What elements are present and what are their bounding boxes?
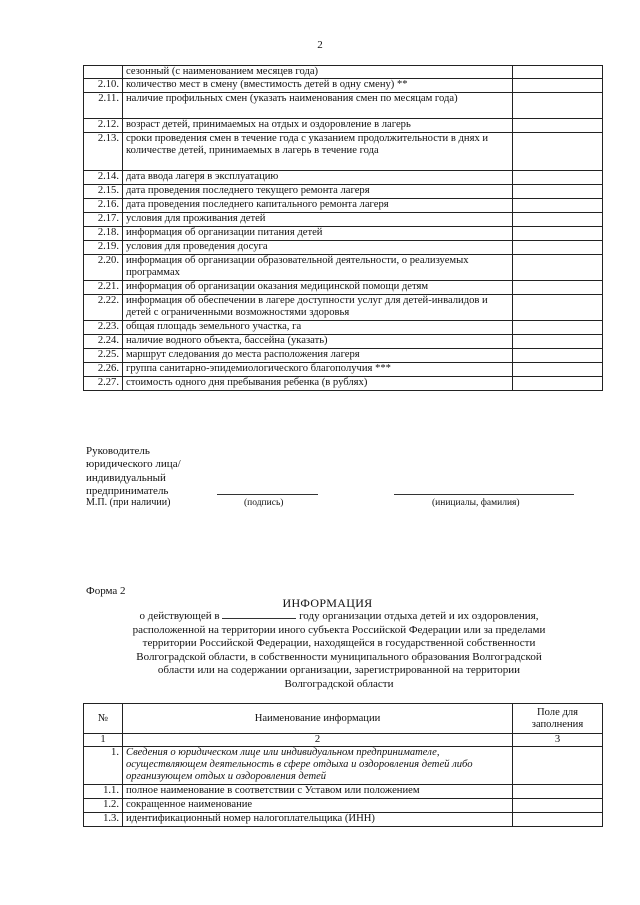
signatory-label-line: Руководитель bbox=[86, 445, 150, 457]
table-row bbox=[84, 321, 603, 335]
value-cell[interactable] bbox=[513, 66, 603, 79]
row-text: условия для проживания детей bbox=[123, 213, 513, 227]
table-row bbox=[84, 349, 603, 363]
stamp-place-label: М.П. (при наличии) bbox=[86, 497, 171, 508]
value-cell[interactable] bbox=[513, 241, 603, 255]
value-cell[interactable] bbox=[513, 799, 603, 813]
row-number: 2.17. bbox=[84, 213, 123, 227]
signature-line[interactable] bbox=[217, 494, 318, 495]
value-cell[interactable] bbox=[513, 255, 603, 281]
table-row bbox=[84, 363, 603, 377]
value-cell[interactable] bbox=[513, 295, 603, 321]
row-number: 2.24. bbox=[84, 335, 123, 349]
row-text: полное наименование в соответствии с Уставом или положением bbox=[123, 785, 513, 799]
name-caption: (инициалы, фамилия) bbox=[432, 498, 520, 508]
value-cell[interactable] bbox=[513, 119, 603, 133]
row-number: 2.15. bbox=[84, 185, 123, 199]
form-description bbox=[82, 609, 596, 692]
row-number: 1.3. bbox=[84, 813, 123, 827]
table-row bbox=[84, 119, 603, 133]
description-line: области или на содержании организации, зарегистрированной на территории bbox=[157, 664, 521, 677]
value-cell[interactable] bbox=[513, 363, 603, 377]
table-row bbox=[84, 295, 603, 321]
table-row bbox=[84, 281, 603, 295]
description-line bbox=[82, 609, 596, 624]
table-row bbox=[84, 185, 603, 199]
organization-info-table bbox=[83, 703, 603, 827]
table-row bbox=[84, 93, 603, 119]
description-line: Волгоградской области bbox=[284, 677, 394, 690]
value-cell[interactable] bbox=[513, 747, 603, 785]
row-number: 2.12. bbox=[84, 119, 123, 133]
row-number: 2.23. bbox=[84, 321, 123, 335]
header-field-line: заполнения bbox=[531, 718, 584, 730]
row-text: возраст детей, принимаемых на отдых и оздоровление в лагерь bbox=[123, 119, 513, 133]
name-line[interactable] bbox=[394, 494, 574, 495]
value-cell[interactable] bbox=[513, 321, 603, 335]
description-text: году организации отдыха детей и их оздоровления, bbox=[299, 610, 539, 622]
row-number: 2.25. bbox=[84, 349, 123, 363]
column-number: 1 bbox=[84, 734, 123, 747]
table-row bbox=[84, 227, 603, 241]
row-number: 2.26. bbox=[84, 363, 123, 377]
table-row bbox=[84, 377, 603, 391]
table-row bbox=[84, 747, 603, 785]
table-row bbox=[84, 799, 603, 813]
value-cell[interactable] bbox=[513, 171, 603, 185]
value-cell[interactable] bbox=[513, 227, 603, 241]
header-name: Наименование информации bbox=[123, 704, 513, 734]
table-header-row bbox=[84, 704, 603, 734]
signatory-label-line: предприниматель bbox=[86, 484, 169, 497]
row-number: 2.13. bbox=[84, 133, 123, 171]
value-cell[interactable] bbox=[513, 335, 603, 349]
table-row bbox=[84, 213, 603, 227]
form-label: Форма 2 bbox=[86, 585, 126, 597]
page-number: 2 bbox=[317, 39, 323, 51]
table-row bbox=[84, 171, 603, 185]
value-cell[interactable] bbox=[513, 133, 603, 171]
table-row bbox=[84, 133, 603, 171]
value-cell[interactable] bbox=[513, 281, 603, 295]
row-text: дата проведения последнего текущего ремонта лагеря bbox=[123, 185, 513, 199]
row-number: 2.19. bbox=[84, 241, 123, 255]
row-number: 1.1. bbox=[84, 785, 123, 799]
row-text: сезонный (с наименованием месяцев года) bbox=[123, 66, 513, 79]
header-field-line: Поле для bbox=[537, 706, 578, 718]
row-number bbox=[84, 66, 123, 79]
row-text: количество мест в смену (вместимость детей в одну смену) ** bbox=[123, 79, 513, 93]
row-number: 2.27. bbox=[84, 377, 123, 391]
row-text: наличие водного объекта, бассейна (указать) bbox=[123, 335, 513, 349]
row-number: 2.22. bbox=[84, 295, 123, 321]
column-number: 2 bbox=[123, 734, 513, 747]
description-line: территории Российской Федерации, находящейся в государственной собственности bbox=[142, 637, 536, 650]
value-cell[interactable] bbox=[513, 93, 603, 119]
value-cell[interactable] bbox=[513, 785, 603, 799]
row-text: стоимость одного дня пребывания ребенка (в рублях) bbox=[123, 377, 513, 391]
row-text: идентификационный номер налогоплательщика (ИНН) bbox=[123, 813, 513, 827]
row-number: 1.2. bbox=[84, 799, 123, 813]
table-row bbox=[84, 66, 603, 79]
row-text: информация об организации оказания медицинской помощи детям bbox=[123, 281, 513, 295]
table-row bbox=[84, 785, 603, 799]
row-text: информация об обеспечении в лагере доступности услуг для детей-инвалидов и детей с ограниченными возможностями здоровья bbox=[123, 295, 513, 321]
row-text: дата ввода лагеря в эксплуатацию bbox=[123, 171, 513, 185]
row-number: 2.18. bbox=[84, 227, 123, 241]
signatory-label bbox=[86, 445, 181, 498]
row-number: 2.14. bbox=[84, 171, 123, 185]
signature-caption: (подпись) bbox=[244, 498, 284, 508]
form-title: ИНФОРМАЦИЯ bbox=[282, 596, 373, 610]
row-number: 2.21. bbox=[84, 281, 123, 295]
table-row bbox=[84, 813, 603, 827]
value-cell[interactable] bbox=[513, 813, 603, 827]
table-row bbox=[84, 241, 603, 255]
description-line: расположенной на территории иного субъекта Российской Федерации или за пределами bbox=[132, 623, 546, 636]
table-row bbox=[84, 199, 603, 213]
column-number-row bbox=[84, 734, 603, 747]
value-cell[interactable] bbox=[513, 79, 603, 93]
row-text: сроки проведения смен в течение года с указанием продолжительности в днях и количестве детей, принимаемых в лагерь в течение года bbox=[123, 133, 513, 171]
value-cell[interactable] bbox=[513, 377, 603, 391]
row-number: 2.11. bbox=[84, 93, 123, 119]
row-number: 1. bbox=[84, 747, 123, 785]
row-text: общая площадь земельного участка, га bbox=[123, 321, 513, 335]
year-blank-field[interactable] bbox=[222, 609, 296, 619]
row-number: 2.16. bbox=[84, 199, 123, 213]
row-text: наличие профильных смен (указать наименования смен по месяцам года) bbox=[123, 93, 513, 119]
table-row bbox=[84, 255, 603, 281]
row-text: дата проведения последнего капитального ремонта лагеря bbox=[123, 199, 513, 213]
description-line: Волгоградской области, в собственности муниципального образования Волгоградской bbox=[136, 650, 542, 663]
column-number: 3 bbox=[513, 734, 603, 747]
description-text: о действующей в bbox=[139, 610, 220, 622]
row-text: информация об организации питания детей bbox=[123, 227, 513, 241]
table-row bbox=[84, 335, 603, 349]
lagerinfo-table-continued bbox=[83, 65, 603, 391]
row-number: 2.20. bbox=[84, 255, 123, 281]
row-text: маршрут следования до места расположения лагеря bbox=[123, 349, 513, 363]
header-field bbox=[513, 704, 603, 734]
value-cell[interactable] bbox=[513, 185, 603, 199]
header-number: № bbox=[84, 704, 123, 734]
signatory-label-line: юридического лица/ bbox=[86, 458, 181, 471]
row-text: условия для проведения досуга bbox=[123, 241, 513, 255]
table-row bbox=[84, 79, 603, 93]
row-number: 2.10. bbox=[84, 79, 123, 93]
row-text: группа санитарно-эпидемиологического благополучия *** bbox=[123, 363, 513, 377]
value-cell[interactable] bbox=[513, 349, 603, 363]
value-cell[interactable] bbox=[513, 213, 603, 227]
row-text: сокращенное наименование bbox=[123, 799, 513, 813]
row-text: Сведения о юридическом лице или индивидуальном предпринимателе, осуществляющем деятельность в сфере отдыха и оздоровления детей либо организующем отдых и оздоровления детей bbox=[123, 747, 513, 785]
row-text: информация об организации образовательной деятельности, о реализуемых программах bbox=[123, 255, 513, 281]
signatory-label-line: индивидуальный bbox=[86, 471, 166, 484]
value-cell[interactable] bbox=[513, 199, 603, 213]
